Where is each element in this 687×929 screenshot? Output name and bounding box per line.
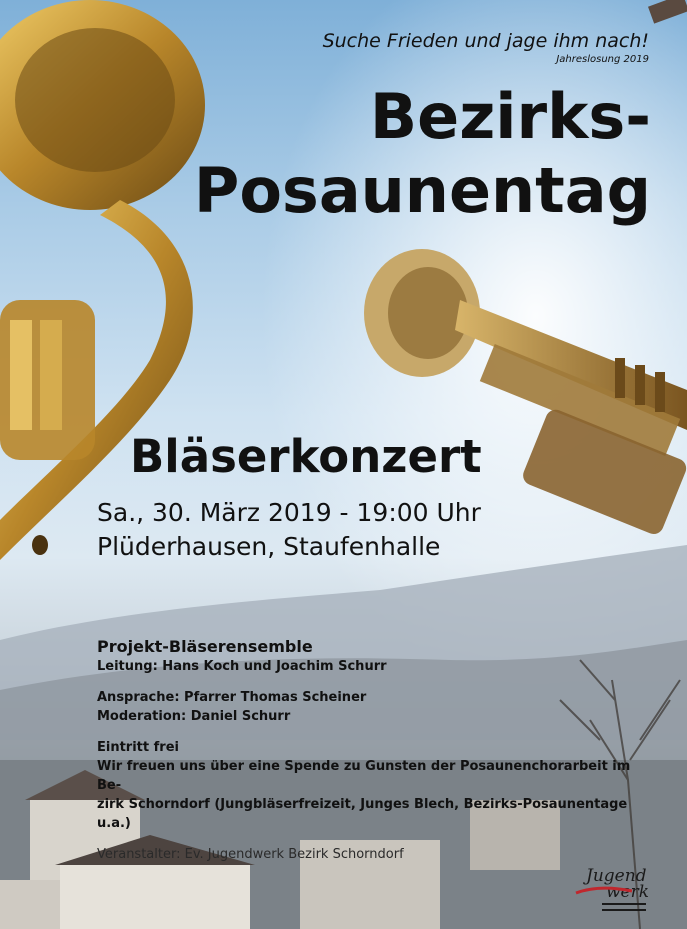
moderation: Moderation: Daniel Schurr [97, 709, 291, 724]
date-location [97, 496, 481, 564]
jugendwerk-logo [572, 857, 658, 917]
spende-line-2: zirk Schorndorf (Jungbläserfreizeit, Junges Blech, Bezirks-Posaunentage u.a.) [97, 797, 628, 831]
eintritt: Eintritt frei [97, 740, 179, 755]
venue: Plüderhausen, Staufenhalle [97, 532, 441, 561]
title-line-2: Posaunentag [193, 154, 651, 227]
logo-text-bottom: werk [606, 882, 650, 902]
event-title [194, 80, 651, 228]
date-time: Sa., 30. März 2019 - 19:00 Uhr [97, 498, 481, 527]
title-line-1: Bezirks- [369, 80, 651, 153]
event-details [97, 637, 657, 864]
ensemble-name: Projekt-Bläserensemble [97, 637, 313, 656]
spende-line-1: Wir freuen uns über eine Spende zu Gunsten der Posaunenchorarbeit im Be- [97, 759, 631, 793]
logo-rule [602, 903, 646, 905]
ansprache: Ansprache: Pfarrer Thomas Scheiner [97, 690, 367, 705]
logo-text-top: Jugend [586, 866, 647, 886]
ensemble-leitung: Leitung: Hans Koch und Joachim Schurr [97, 659, 387, 674]
concert-heading: Bläserkonzert [130, 430, 482, 483]
organizer: Veranstalter: Ev. Jugendwerk Bezirk Schorndorf [97, 847, 404, 862]
motto-source: Jahreslosung 2019 [556, 54, 649, 65]
motto-text: Suche Frieden und jage ihm nach! [322, 30, 649, 52]
year-motto [323, 30, 649, 65]
logo-rule-2 [602, 909, 646, 911]
